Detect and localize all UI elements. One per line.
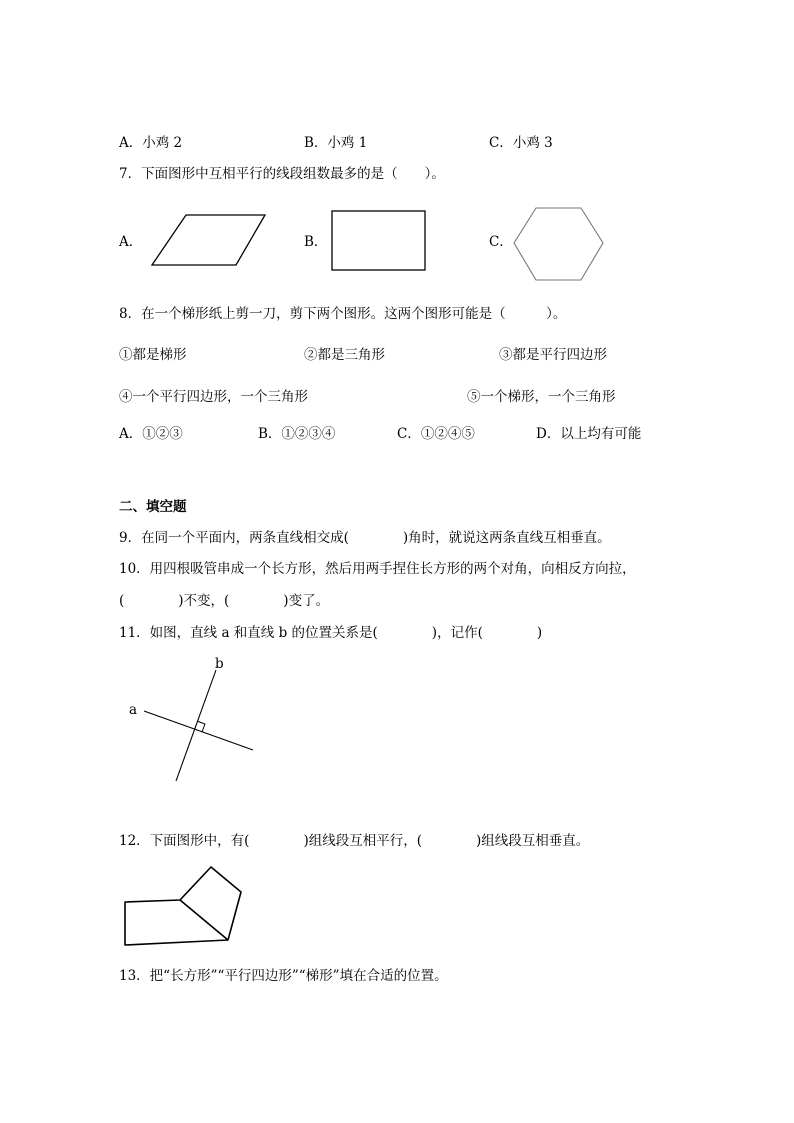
q8-item-5: ⑤一个梯形，一个三角形 <box>467 389 616 405</box>
q13-stem: 13．把“长方形”“平行四边形”“梯形”填在合适的位置。 <box>119 968 448 984</box>
q7-option-b: B． <box>304 234 328 250</box>
line-b-label: b <box>215 656 224 672</box>
section-2-title: 二、填空题 <box>119 499 187 515</box>
q6-option-b: B．小鸡 1 <box>304 135 368 151</box>
q8-item-4: ④一个平行四边形，一个三角形 <box>119 389 308 405</box>
q9-stem: 9．在同一个平面内，两条直线相交成( )角时，就说这两条直线互相垂直。 <box>119 530 611 546</box>
q8-option-b: B．①②③④ <box>258 426 336 442</box>
line-a <box>144 711 253 750</box>
perpendicular-lines-figure <box>120 655 290 795</box>
rectangle-figure <box>330 209 430 273</box>
line-a-label: a <box>129 702 138 718</box>
q8-option-c: C．①②④⑤ <box>397 426 475 442</box>
hexagon-figure <box>510 205 606 285</box>
inner-diagonal <box>180 900 228 940</box>
q8-item-2: ②都是三角形 <box>304 347 385 363</box>
composite-outline <box>125 867 241 945</box>
q10-line-2: ( )不变，( )变了。 <box>119 593 330 609</box>
q7-option-c: C． <box>489 234 513 250</box>
rectangle-shape <box>332 211 425 270</box>
q7-option-a: A． <box>119 234 143 250</box>
parallelogram-shape <box>152 215 265 265</box>
q12-stem: 12．下面图形中，有( )组线段互相平行，( )组线段互相垂直。 <box>119 833 590 849</box>
q8-stem: 8．在一个梯形纸上剪一刀，剪下两个图形。这两个图形可能是（ ）。 <box>119 306 567 322</box>
q10-line-1: 10．用四根吸管串成一个长方形，然后用两手捏住长方形的两个对角，向相反方向拉， <box>119 561 636 577</box>
q8-option-d: D．以上均有可能 <box>536 426 642 442</box>
q8-item-3: ③都是平行四边形 <box>499 347 607 363</box>
q8-item-1: ①都是梯形 <box>119 347 187 363</box>
hexagon-shape <box>514 208 603 280</box>
parallelogram-figure <box>150 212 270 272</box>
q6-option-c: C．小鸡 3 <box>489 135 553 151</box>
q7-stem: 7．下面图形中互相平行的线段组数最多的是（ ）。 <box>119 166 445 182</box>
line-b <box>176 670 216 781</box>
q8-option-a: A．①②③ <box>119 426 183 442</box>
composite-shape-figure <box>120 862 250 952</box>
q11-stem: 11．如图，直线 a 和直线 b 的位置关系是( )，记作( ) <box>119 625 543 641</box>
q6-option-a: A．小鸡 2 <box>119 135 183 151</box>
